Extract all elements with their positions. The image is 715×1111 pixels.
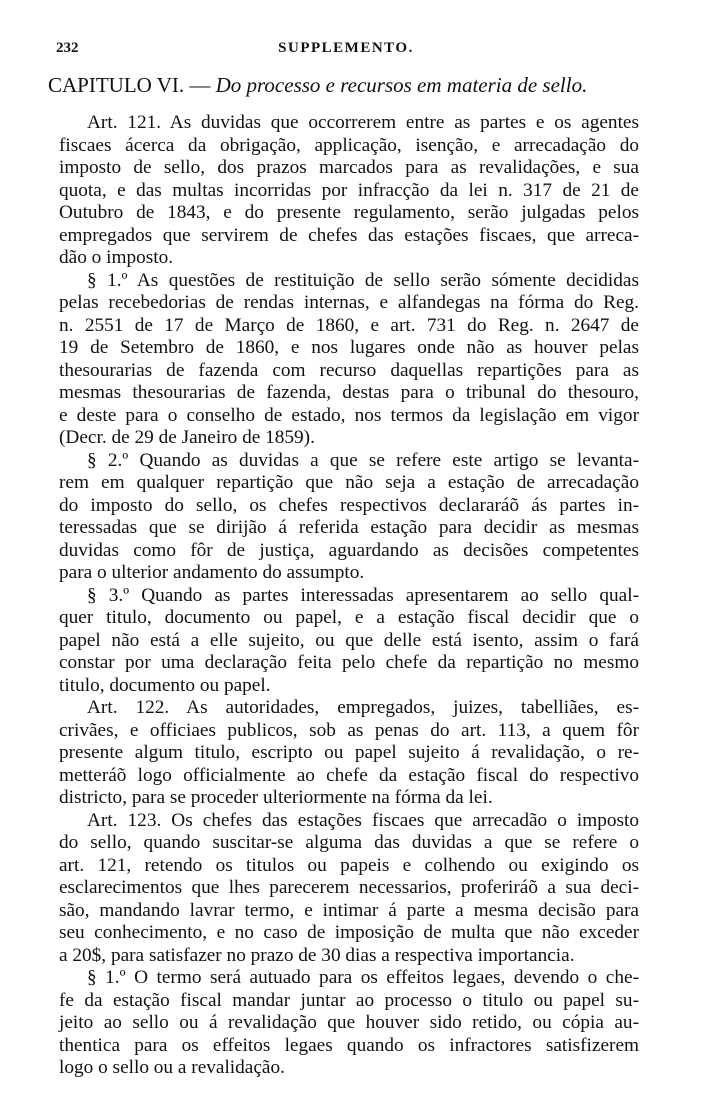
text-line: são, mandando lavrar termo, e intimar á parte a mesma decisão para <box>59 899 639 921</box>
text-line: Art. 122. As autoridades, empregados, juizes, tabelliães, es- <box>87 697 639 718</box>
paragraph <box>59 967 639 1080</box>
paragraph <box>59 450 639 585</box>
text-line: crivães, e officiaes publicos, sob as penas do art. 113, a quem fôr <box>59 719 639 741</box>
text-line: duvidas como fôr de justiça, aguardando as decisões competentes <box>59 539 639 561</box>
text-line: constar por uma declaração feita pelo chefe da repartição no mesmo <box>59 652 639 673</box>
text-line: logo o sello ou a revalidação. <box>59 1057 285 1078</box>
text-line: fiscaes ácerca da obrigação, applicação, isenção, e arrecadação do <box>59 134 639 156</box>
text-line: quer titulo, documento ou papel, e a estação fiscal decidir que o <box>59 607 639 628</box>
text-line: e deste para o conselho de estado, nos termos da legislação em vigor <box>59 404 639 426</box>
text-line: thentica para os effeitos legaes quando os infractores satisfizerem <box>59 1034 639 1056</box>
text-line: Art. 121. As duvidas que occorrerem entre as partes e os agentes <box>87 112 639 133</box>
text-line: § 3.º Quando as partes interessadas apresentarem ao sello qual- <box>87 584 639 606</box>
text-line: Art. 123. Os chefes das estações fiscaes que arrecadão o imposto <box>87 809 639 831</box>
chapter-title: Do processo e recursos em materia de sello. <box>215 73 588 97</box>
text-line: do sello, quando suscitar-se alguma das duvidas a que se refere o <box>59 832 639 853</box>
paragraph <box>59 112 639 270</box>
text-line: mesmas thesourarias de fazenda, destas para o tribunal do thesouro, <box>59 382 639 403</box>
page-body <box>59 112 639 1080</box>
text-line: pelas recebedorias de rendas internas, e alfandegas na fórma do Reg. <box>59 292 639 313</box>
text-line: § 1.º O termo será autuado para os effeitos legaes, devendo o che- <box>87 967 639 988</box>
text-line: quota, e das multas incorridas por infracção da lei n. 317 de 21 de <box>59 179 639 201</box>
text-line: § 1.º As questões de restituição de sello serão sómente decididas <box>87 269 639 291</box>
page-number: 232 <box>56 40 79 56</box>
text-line: jeito ao sello ou á revalidação que houver sido retido, ou cópia au- <box>59 1012 639 1033</box>
text-line: Outubro de 1843, e do presente regulamento, serão julgadas pelos <box>59 202 639 223</box>
paragraph <box>59 270 639 450</box>
text-line: rem em qualquer repartição que não seja a estação de arrecadação <box>59 472 639 493</box>
text-line: esclarecimentos que lhes parecerem necessarios, proferiráõ a sua deci- <box>59 877 639 898</box>
text-line: para o ulterior andamento do assumpto. <box>59 562 365 583</box>
text-line: empregados que servirem de chefes das estações fiscaes, que arreca- <box>59 224 639 246</box>
chapter-label: CAPITULO VI. <box>48 73 185 97</box>
text-line: 19 de Setembro de 1860, e nos lugares onde não as houver pelas <box>59 337 639 358</box>
text-line: presente algum titulo, escripto ou papel sujeito á revalidação, o re- <box>59 742 639 763</box>
text-line: imposto de sello, dos prazos marcados para as revalidações, e sua <box>59 157 639 178</box>
paragraph <box>59 697 639 810</box>
text-line: districto, para se proceder ulteriormente na fórma da lei. <box>59 787 493 808</box>
text-line: metteráõ logo officialmente ao chefe da estação fiscal do respectivo <box>59 764 639 786</box>
text-line: do imposto do sello, os chefes respectivos declararáõ ás partes in- <box>59 494 639 516</box>
text-line: § 2.º Quando as duvidas a que se refere este artigo se levanta- <box>87 449 639 471</box>
text-line: dão o imposto. <box>59 247 174 268</box>
text-line: teressadas que se dirijão á referida estação para decidir as mesmas <box>59 517 639 538</box>
text-line: a 20$, para satisfazer no prazo de 30 dias a respectiva importancia. <box>59 944 575 966</box>
paragraph <box>59 810 639 968</box>
text-line: (Decr. de 29 de Janeiro de 1859). <box>59 427 315 448</box>
text-line: fe da estação fiscal mandar juntar ao processo o titulo ou papel su- <box>59 989 639 1011</box>
chapter-heading <box>48 73 648 98</box>
running-title: SUPPLEMENTO. <box>278 40 414 56</box>
text-line: art. 121, retendo os titulos ou papeis e colhendo ou exigindo os <box>59 854 639 876</box>
paragraph <box>59 585 639 698</box>
chapter-dash: — <box>184 73 211 97</box>
text-line: papel não está a elle sujeito, ou que delle está isento, assim o fará <box>59 629 639 651</box>
running-header <box>56 40 636 64</box>
text-line: seu conhecimento, e no caso de imposição de multa que não exceder <box>59 922 639 943</box>
text-line: thesourarias de fazenda com recurso daquellas repartições para as <box>59 359 639 381</box>
text-line: titulo, documento ou papel. <box>59 674 271 696</box>
text-line: n. 2551 de 17 de Março de 1860, e art. 731 do Reg. n. 2647 de <box>59 314 639 336</box>
